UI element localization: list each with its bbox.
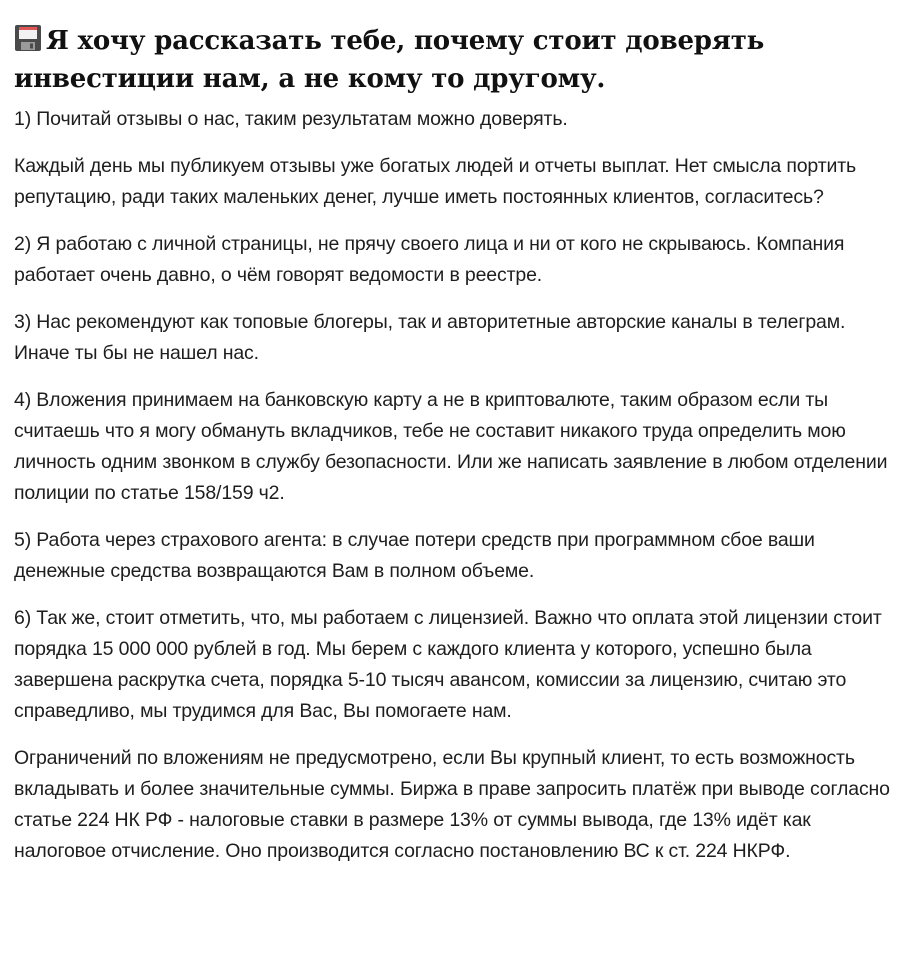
paragraph-8: Ограничений по вложениям не предусмотрено, если Вы крупный клиент, то есть возможность вкладывать и более значительные суммы. Биржа в праве запросить платёж при выводе согласно статье 224 НК РФ - налоговые ставки в размере 13% от суммы вывода, где 13% идёт как налоговое отчисление. Оно производится согласно постановлению ВС к ст. 224 НКРФ. — [14, 747, 890, 862]
paragraph-6: 5) Работа через страхового агента: в случае потери средств при программном сбое ваши денежные средства возвращаются Вам в полном объеме. — [14, 529, 815, 582]
headline — [14, 22, 892, 98]
paragraph-5: 4) Вложения принимаем на банковскую карту а не в криптовалюте, таким образом если ты считаешь что я могу обмануть вкладчиков, тебе не составит никакого труда определить мою личность одним звонком в службу безопасности. Или же написать заявление в любом отделении полиции по статье 158/159 ч2. — [14, 389, 888, 504]
paragraph-4: 3) Нас рекомендуют как топовые блогеры, так и авторитетные авторские каналы в телеграм. Иначе ты бы не нашел нас. — [14, 311, 846, 364]
headline-text: Я хочу рассказать тебе, почему стоит доверять инвестиции нам, а не кому то другому. — [14, 26, 765, 94]
floppy-disk-icon — [14, 24, 42, 52]
paragraph-2: Каждый день мы публикуем отзывы уже богатых людей и отчеты выплат. Нет смысла портить репутацию, ради таких маленьких денег, лучше иметь постоянных клиентов, согласитесь? — [14, 155, 857, 208]
paragraph-7: 6) Так же, стоит отметить, что, мы работаем с лицензией. Важно что оплата этой лицензии стоит порядка 15 000 000 рублей в год. Мы берем с каждого клиента у которого, успешно была завершена раскрутка счета, порядка 5-10 тысяч авансом, комиссии за лицензию, считаю это справедливо, мы трудимся для Вас, Вы помогаете нам. — [14, 607, 882, 722]
paragraph-3: 2) Я работаю с личной страницы, не прячу своего лица и ни от кого не скрываюсь. Компания работает очень давно, о чём говорят ведомости в реестре. — [14, 233, 845, 286]
paragraph-1: 1) Почитай отзывы о нас, таким результатам можно доверять. — [14, 108, 568, 130]
article — [14, 22, 892, 883]
